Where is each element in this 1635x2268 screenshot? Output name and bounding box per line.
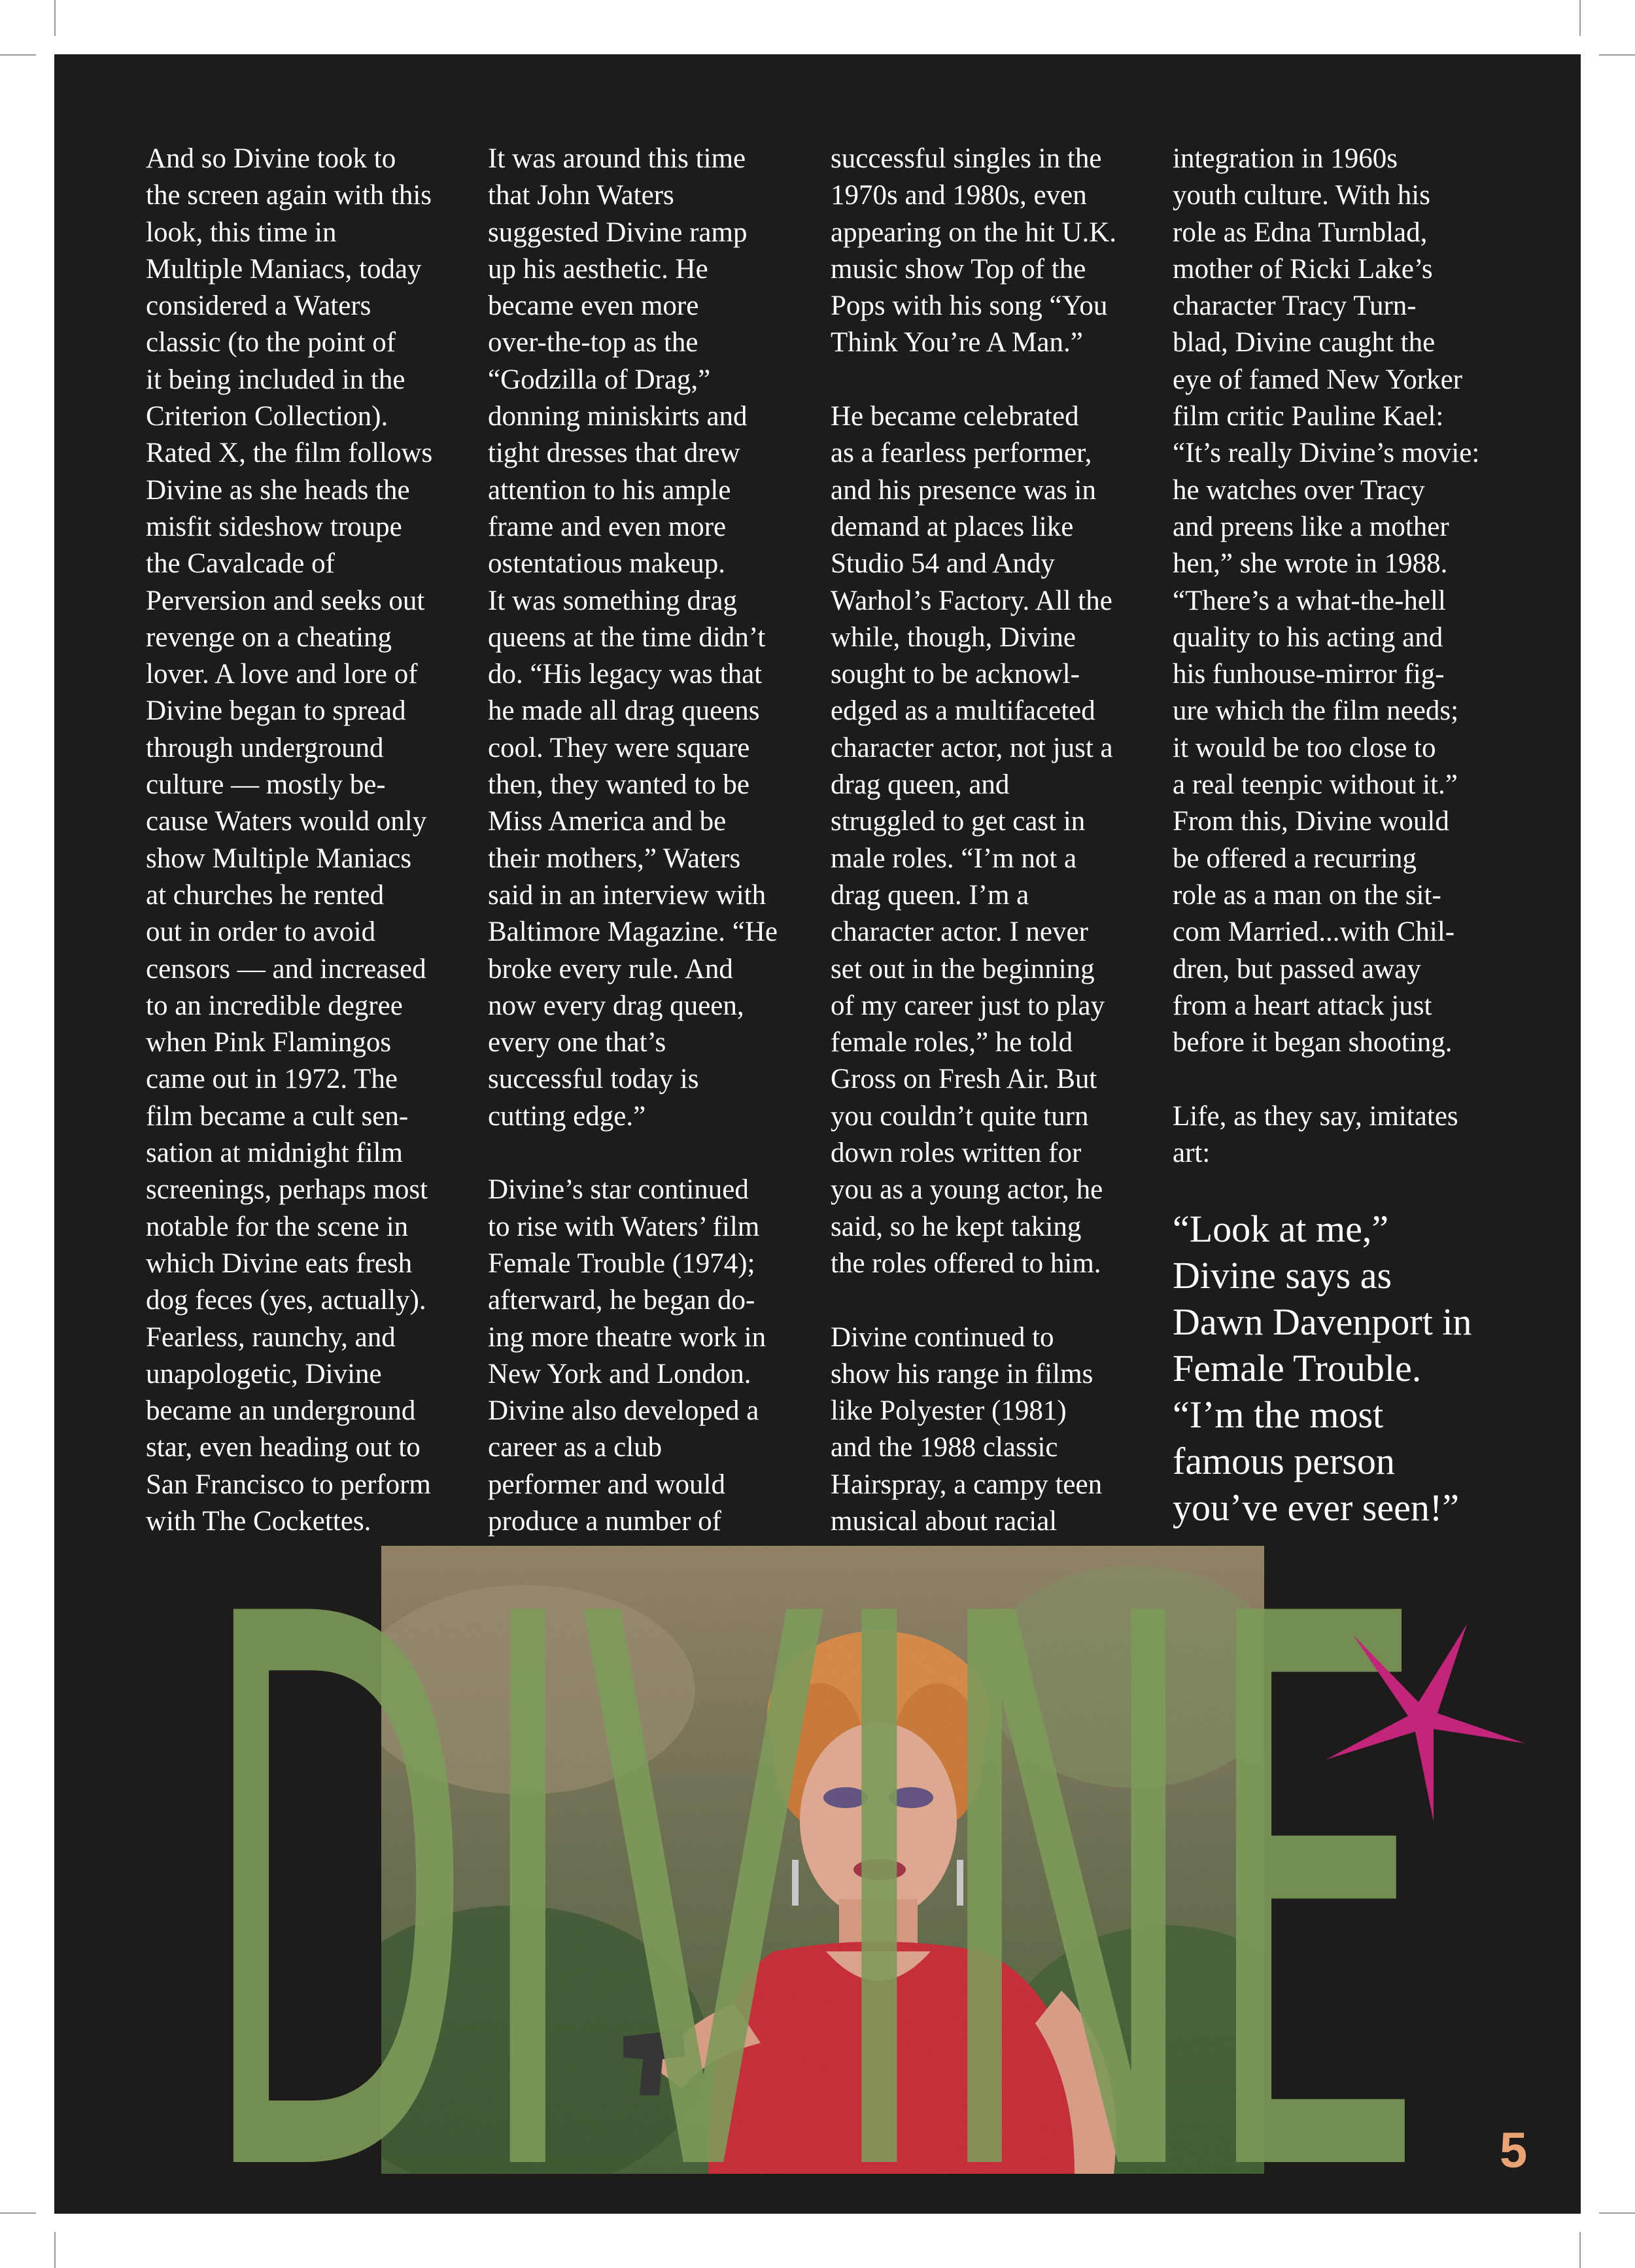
divine-title: DIVINE bbox=[198, 1457, 1428, 2214]
page-number: 5 bbox=[1500, 2123, 1528, 2178]
magazine-page bbox=[54, 54, 1581, 2214]
article-column-2: It was around this time that John Waters suggested Divine ramp up his aesthetic. He became even more over-the-top as the “Godzilla of Drag,” donning miniskirts and tight dresses that drew attention to his ample frame and even more ostentatious makeup. It was something drag queens at the time didn’t do. “His legacy was that he made all drag queens cool. They were square then, they wanted to be Miss America and be their mothers,” Waters said in an interview with Baltimore Magazine. “He broke every rule. And now every drag queen, every one that’s successful today is cutting edge.” Divine’s star continued to rise with Waters’ film Female Trouble (1974); afterward, he began do- ing more theatre work in New York and London. Divine also developed a career as a club performer and would produce a number of bbox=[488, 143, 778, 1537]
crop-mark bbox=[1599, 54, 1635, 56]
crop-mark bbox=[1579, 2232, 1581, 2268]
article-column-1: And so Divine took to the screen again with this look, this time in Multiple Maniacs, today considered a Waters classic (to the point of it being included in the Criterion Collection). Rated X, the film follows Divine as she heads the misfit sideshow troupe the Cavalcade of Perversion and seeks out revenge on a cheating lover. A love and lore of Divine began to spread through underground culture — mostly be- cause Waters would only show Multiple Maniacs at churches he rented out in order to avoid censors — and increased to an incredible degree when Pink Flamingos came out in 1972. The film became a cult sen- sation at midnight film screenings, perhaps most notable for the scene in which Divine eats fresh dog feces (yes, actually). Fearless, raunchy, and unapologetic, Divine became an underground star, even heading out to San Francisco to perform with The Cockettes. bbox=[146, 143, 433, 1537]
pull-quote: “Look at me,” Divine says as Dawn Davenport in Female Trouble. “I’m the most famous person you’ve ever seen!” bbox=[1173, 1208, 1472, 1529]
article-column-4: integration in 1960s youth culture. With his role as Edna Turnblad, mother of Ricki Lake’s character Tracy Turn- blad, Divine caught the eye of famed New Yorker film critic Pauline Kael: “It’s really Divine’s movie: he watches over Tracy and preens like a mother hen,” she wrote in 1988. “There’s a what-the-hell quality to his acting and his funhouse-mirror fig- ure which the film needs; it would be too close to a real teenpic without it.” From this, Divine would be offered a recurring role as a man on the sit- com Married...with Chil- dren, but passed away from a heart attack just before it began shooting. Life, as they say, imitates art: bbox=[1173, 143, 1480, 1169]
crop-mark bbox=[0, 2212, 36, 2214]
crop-mark bbox=[1579, 0, 1581, 36]
article-column-3: successful singles in the 1970s and 1980s, even appearing on the hit U.K. music show Top of the Pops with his song “You Think You’re A Man.” He became celebrated as a fearless performer, and his presence was in demand at places like Studio 54 and Andy Warhol’s Factory. All the while, though, Divine sought to be acknowl- edged as a multifaceted character actor, not just a drag queen, and struggled to get cast in male roles. “I’m not a drag queen. I’m a character actor. I never set out in the beginning of my career just to play female roles,” he told Gross on Fresh Air. But you couldn’t quite turn down roles written for you as a young actor, he said, so he kept taking the roles offered to him. Divine continued to show his range in films like Polyester (1981) and the 1988 classic Hairspray, a campy teen musical about racial bbox=[831, 143, 1117, 1537]
crop-mark bbox=[54, 2232, 56, 2268]
divine-title-photo bbox=[54, 54, 1581, 2214]
crop-mark bbox=[1599, 2212, 1635, 2214]
crop-mark bbox=[54, 0, 56, 36]
crop-mark bbox=[0, 54, 36, 56]
